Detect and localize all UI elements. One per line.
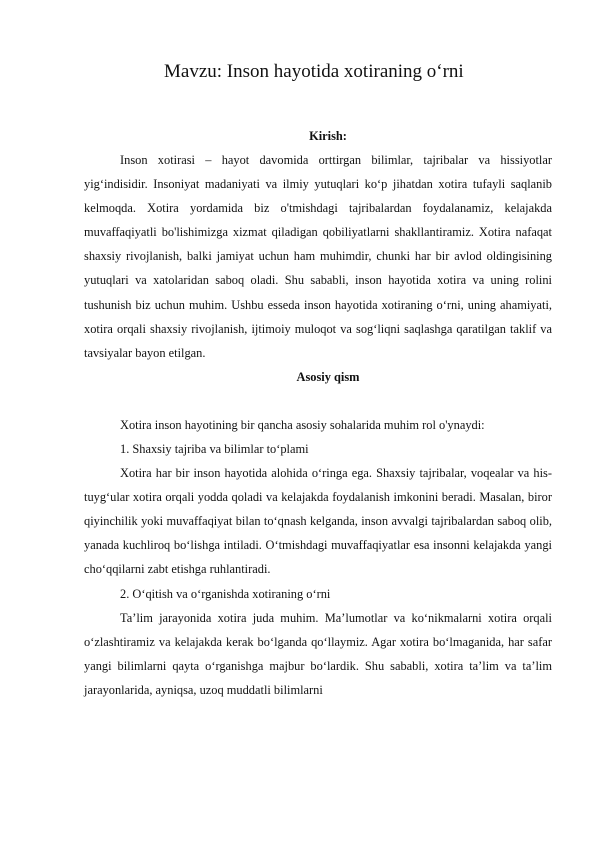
blank-line: [84, 389, 552, 413]
main-intro-paragraph: Xotira inson hayotining bir qancha asosiy sohalarida muhim rol o'ynaydi:: [120, 417, 485, 432]
main-heading: Asosiy qism: [296, 369, 360, 384]
intro-paragraph: Inson xotirasi – hayot davomida orttirgan bilimlar, tajribalar va hissiyotlar yig‘indisidir. Insoniyat madaniyati va ilmiy yutuqlari ko‘p jihatdan xotira tufayli saqlanib kelmoqda. Xotira yordamida biz o'tmishdagi tajribalardan foydalanamiz, kelajakda muvaffaqiyatli bo'lishimizga xizmat qiladigan qobiliyatlarni shakllantiramiz. Xotira nafaqat shaxsiy rivojlanish, balki jamiyat uchun ham muhimdir, chunki har bir avlod oldingisining yutuqlari va xatolaridan saboq oladi. Shu sababli, inson hayotida xotira va uning rolini tushunish biz uchun muhim. Ushbu esseda inson hayotida xotiraning o‘rni, uning ahamiyati, xotira orqali shaxsiy rivojlanish, ijtimoiy muloqot va sog‘liqni saqlashga qaratilgan taklif va tavsiyalar bayon etilgan.: [84, 153, 552, 360]
page-title: Mavzu: Inson hayotida xotiraning o‘rni: [164, 61, 464, 82]
section1-paragraph: Xotira har bir inson hayotida alohida o‘ringa ega. Shaxsiy tajribalar, voqealar va his-tuyg‘ular xotira orqali yodda qoladi va kelajakda foydalanish imkonini beradi. Masalan, biror qiyinchilik yoki muvaffaqiyat bilan to‘qnash kelganda, inson avvalgi tajribalardan saboq olib, yanada kuchliroq bo‘lishga intiladi. O‘tmishdagi muvaffaqiyatlar esa insonni kelajakda yangi cho‘qqilarni zabt etishga ruhlantiradi.: [84, 466, 552, 577]
intro-heading: Kirish:: [309, 129, 347, 143]
section1-title: 1. Shaxsiy tajriba va bilimlar to‘plami: [120, 441, 309, 456]
section2-paragraph: Ta’lim jarayonida xotira juda muhim. Ma’lumotlar va ko‘nikmalarni xotira orqali o‘zlashtiramiz va kelajakda kerak bo‘lganda qo‘llaymiz. Agar xotira bo‘lmaganida, har safar yangi bilimlarni qayta o‘rganishga majbur bo‘lardik. Shu sababli, xotira ta’lim va ta’lim jarayonlarida, ayniqsa, uzoq muddatli bilimlarni: [84, 610, 552, 697]
section2-title: 2. O‘qitish va o‘rganishda xotiraning o‘rni: [120, 586, 331, 601]
